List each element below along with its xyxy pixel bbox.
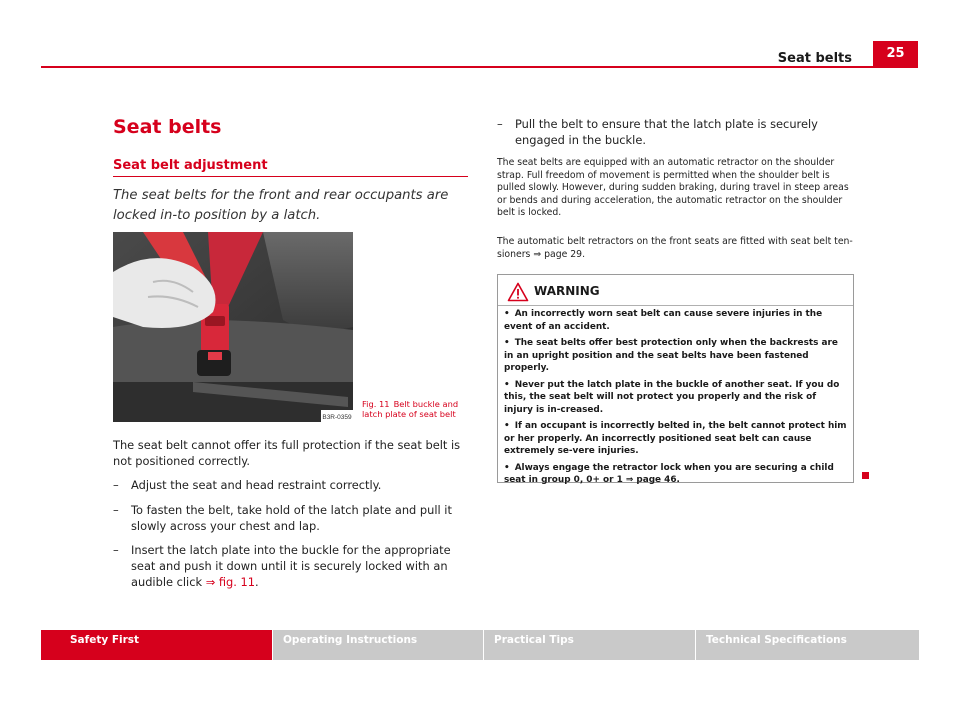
bullet-icon: •: [504, 338, 510, 348]
retractor-paragraph: The seat belts are equipped with an automatic retractor on the shoulder strap. Full freedom of movement is permitted when the shoulder belt is pulled slowly. However, during sudden braking, during travel in steep areas or bends and during acceleration, the automatic retractor on the shoulder belt is locked.: [497, 157, 849, 218]
tensioner-paragraph: The automatic belt retractors on the front seats are fitted with seat belt ten-sioners ⇒ page 29.: [497, 236, 853, 260]
instruction-step: [113, 477, 471, 493]
warning-item-text: If an occupant is incorrectly belted in, the belt cannot protect him or her properly. An incorrectly positioned seat belt can cause extremely se-vere injuries.: [504, 421, 847, 456]
warning-item-text: An incorrectly worn seat belt can cause severe injuries in the event of an accident.: [504, 309, 823, 332]
tab-practical-tips[interactable]: Practical Tips: [484, 630, 695, 660]
figure-caption-text: Belt buckle and latch plate of seat belt: [362, 399, 459, 419]
figure-link[interactable]: ⇒ fig. 11: [205, 575, 256, 589]
dash-marker: –: [497, 117, 503, 131]
tab-technical-specifications[interactable]: Technical Specifications: [696, 630, 919, 660]
warning-list: [504, 308, 848, 491]
subsection-title: Seat belt adjustment: [113, 158, 268, 173]
page-number: 25: [886, 46, 905, 61]
instruction-step-text: To fasten the belt, take hold of the latch plate and pull it slowly across your chest and lap.: [131, 503, 452, 533]
warning-item-text: The seat belts offer best protection only when the backrests are in an upright position and the seat belts have been fastened properly.: [504, 338, 838, 373]
warning-item: [504, 379, 848, 417]
instruction-step-text: Adjust the seat and head restraint correctly.: [131, 478, 382, 492]
figure-code: B3R-0359: [322, 414, 352, 421]
section-title: Seat belts: [113, 116, 222, 138]
bullet-icon: •: [504, 379, 510, 390]
tab-safety-first[interactable]: Safety First: [41, 630, 272, 660]
instruction-step: [113, 542, 471, 590]
bullet-icon: •: [504, 421, 510, 431]
dash-marker: –: [113, 543, 119, 557]
running-title: Seat belts: [777, 51, 852, 66]
instruction-step-suffix: .: [255, 575, 259, 589]
warning-box: [497, 274, 854, 483]
warning-title: WARNING: [534, 284, 600, 298]
warning-item: [504, 420, 848, 458]
warning-item: [504, 308, 848, 333]
warning-item-text: Never put the latch plate in the buckle of another seat. If you do this, the seat belt will not protect you properly and the risk of injury is in-creased.: [504, 379, 840, 415]
warning-header-rule: [498, 305, 853, 306]
instruction-step-text: Insert the latch plate into the buckle for the appropriate seat and push it down until it is securely locked with an audible click: [131, 543, 451, 589]
header-rule: [41, 66, 918, 68]
subsection-rule: [113, 176, 468, 177]
footer-tab-bar: [41, 630, 919, 660]
body-paragraph: The seat belt cannot offer its full protection if the seat belt is not positioned correctly.: [113, 438, 461, 468]
figure-caption: [362, 399, 472, 419]
tab-operating-instructions[interactable]: Operating Instructions: [273, 630, 483, 660]
bullet-icon: •: [504, 462, 510, 473]
figure-caption-label: Fig. 11: [362, 399, 390, 409]
warning-triangle-icon: [507, 282, 529, 302]
instruction-step: [497, 116, 857, 148]
dash-marker: –: [113, 478, 119, 492]
instruction-step: [113, 502, 471, 534]
dash-marker: –: [113, 503, 119, 517]
intro-text: The seat belts for the front and rear occupants are locked in-to position by a latch.: [113, 188, 449, 223]
warning-item: [504, 462, 848, 487]
bullet-icon: •: [504, 309, 510, 319]
instruction-step-text: Pull the belt to ensure that the latch plate is securely engaged in the buckle.: [515, 117, 818, 147]
section-end-marker: [862, 472, 869, 479]
seat-belt-photo: [113, 232, 353, 422]
warning-item-text: Always engage the retractor lock when you are securing a child seat in group 0, 0+ or 1 ⇒ page 46.: [504, 462, 834, 485]
warning-item: [504, 337, 848, 375]
